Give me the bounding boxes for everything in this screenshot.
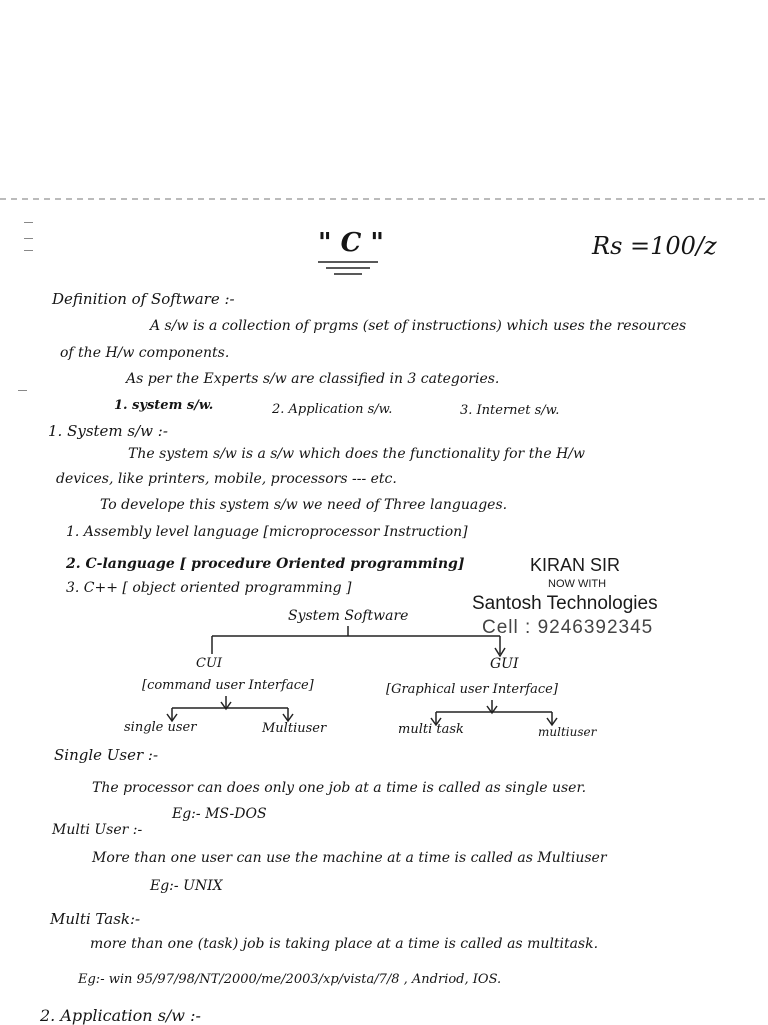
price-note: Rs =100/z [592,232,717,260]
tree-gui-full: [Graphical user Interface] [386,682,558,697]
language-1: 1. Assembly level language [microprocessor Instruction] [66,524,468,540]
category-2: 2. Application s/w. [272,402,393,417]
tree-multiuser: Multiuser [262,721,327,736]
multi-user-heading: Multi User :- [52,822,143,838]
stamp-cell: Cell : 9246392345 [482,617,654,638]
single-user-line: The processor can does only one job at a time is called as single user. [92,780,587,796]
definition-line-3: As per the Experts s/w are classified in 3 categories. [126,371,500,387]
tree-single-user: single user [124,720,197,735]
tree-cui: CUI [196,656,223,671]
single-user-heading: Single User :- [54,746,159,764]
definition-line-2: of the H/w components. [60,345,230,361]
system-sw-line-3: To develope this system s/w we need of Three languages. [100,497,508,513]
definition-heading: Definition of Software :- [52,290,235,308]
category-1: 1. system s/w. [114,398,214,413]
stamp-company: Santosh Technologies [472,593,658,614]
single-user-example: Eg:- MS-DOS [172,806,267,822]
multi-user-example: Eg:- UNIX [150,878,223,894]
system-sw-line-1: The system s/w is a s/w which does the functionality for the H/w [128,446,585,462]
application-sw-heading: 2. Application s/w :- [40,1006,201,1025]
multi-task-example: Eg:- win 95/97/98/NT/2000/me/2003/xp/vista/7/8 , Andriod, IOS. [78,972,502,987]
definition-line-1: A s/w is a collection of prgms (set of instructions) which uses the resources [150,318,687,334]
tree-cui-full: [command user Interface] [142,678,314,693]
system-sw-heading: 1. System s/w :- [48,422,168,440]
tree-gui: GUI [490,656,519,672]
system-sw-line-2: devices, like printers, mobile, processors --- etc. [56,471,397,487]
stamp-name: KIRAN SIR [530,555,621,575]
category-3: 3. Internet s/w. [460,403,560,418]
multi-task-line: more than one (task) job is taking place at a time is called as multitask. [90,936,599,952]
tree-root: System Software [288,608,409,624]
tree-multiuser-2: multiuser [538,725,597,739]
language-3: 3. C++ [ object oriented programming ] [66,580,352,596]
tree-multitask: multi task [398,722,464,737]
multi-task-heading: Multi Task:- [50,910,141,928]
stamp-now-with: NOW WITH [548,578,607,590]
multi-user-line: More than one user can use the machine at a time is called as Multiuser [92,850,607,866]
page-title: " C " [318,228,384,258]
language-2: 2. C-language [ procedure Oriented programming] [66,556,465,572]
